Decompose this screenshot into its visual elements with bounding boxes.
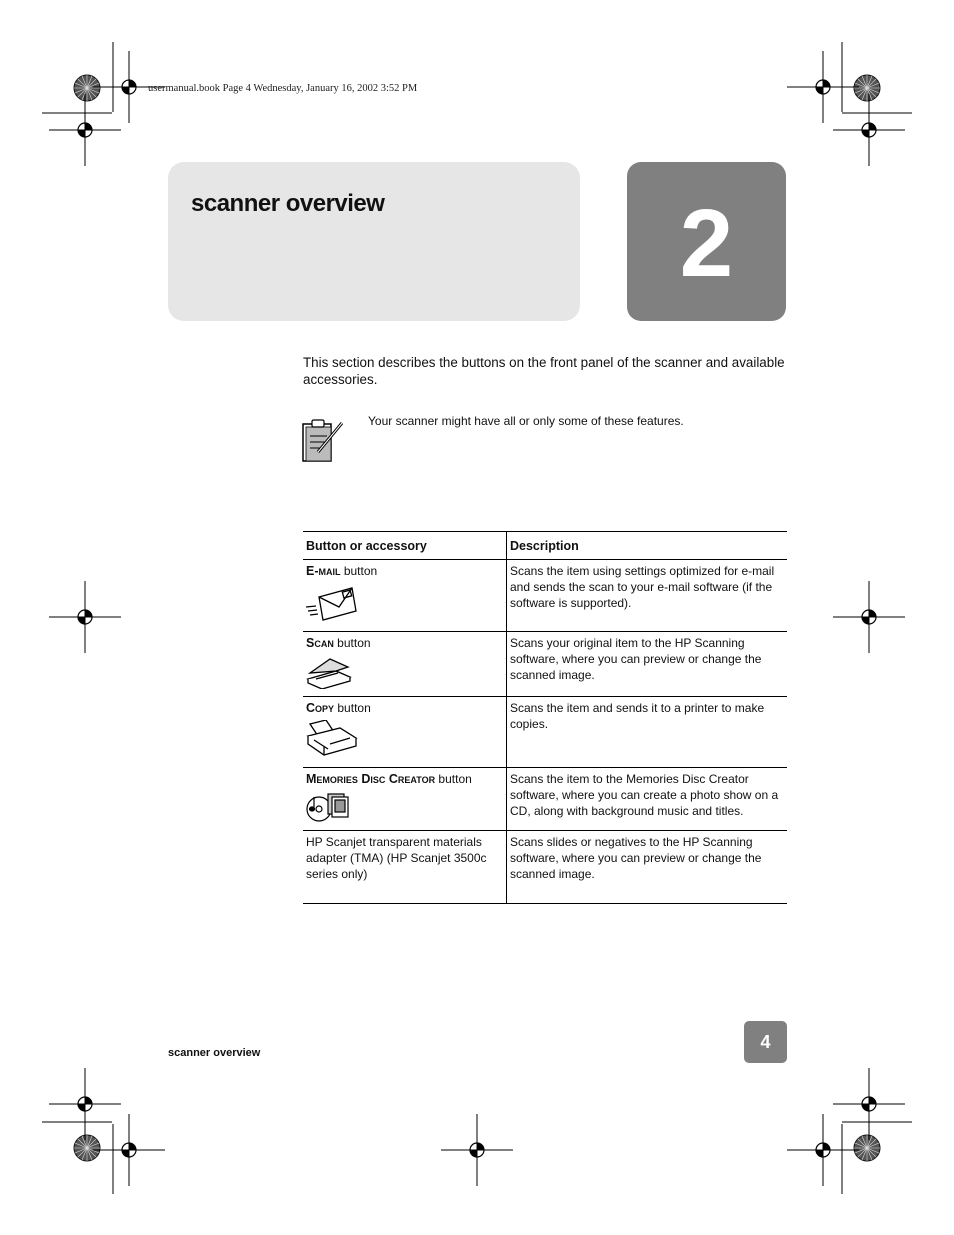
intro-paragraph: This section describes the buttons on the front panel of the scanner and available accessories.	[303, 355, 785, 387]
features-table	[303, 531, 787, 904]
header-description: Description	[507, 532, 788, 560]
table-row	[303, 768, 787, 831]
description-cell: Scans your original item to the HP Scanning software, where you can preview or change the scanned image.	[507, 632, 788, 697]
email-envelope-icon	[306, 583, 358, 623]
table-row	[303, 697, 787, 768]
chapter-title: scanner overview	[191, 190, 385, 217]
accessory-cell: HP Scanjet transparent materials adapter (TMA) (HP Scanjet 3500c series only)	[303, 831, 507, 904]
description-cell: Scans the item and sends it to a printer to make copies.	[507, 697, 788, 768]
table-row	[303, 560, 787, 632]
chapter-number: 2	[679, 189, 734, 297]
note-clipboard-icon	[300, 418, 346, 464]
print-timestamp-line: usermanual.book Page 4 Wednesday, January 16, 2002 3:52 PM	[148, 83, 418, 94]
button-name: Memories Disc Creator	[306, 772, 436, 786]
description-cell: Scans the item to the Memories Disc Creator software, where you can create a photo show on a CD, along with background music and titles.	[507, 768, 788, 831]
accessory-cell: Scan button	[303, 632, 507, 697]
note-text: Your scanner might have all or only some of these features.	[368, 414, 684, 428]
chapter-number-box	[627, 162, 786, 321]
header-button-or-accessory: Button or accessory	[303, 532, 507, 560]
button-name: Scan	[306, 636, 334, 650]
button-name: E-mail	[306, 564, 341, 578]
disc-creator-icon	[306, 791, 350, 823]
accessory-cell: Memories Disc Creator button	[303, 768, 507, 831]
table-header-row	[303, 532, 787, 560]
accessory-cell: E-mail button	[303, 560, 507, 632]
footer-section-title: scanner overview	[168, 1047, 261, 1059]
table-row	[303, 831, 787, 904]
chapter-banner	[168, 162, 580, 321]
accessory-cell: Copy button	[303, 697, 507, 768]
description-cell: Scans the item using settings optimized for e-mail and sends the scan to your e-mail software (if the software is supported).	[507, 560, 788, 632]
description-cell: Scans slides or negatives to the HP Scanning software, where you can preview or change the scanned image.	[507, 831, 788, 904]
button-name: Copy	[306, 701, 335, 715]
page-number: 4	[744, 1021, 787, 1063]
scanner-icon	[306, 655, 352, 689]
table-row	[303, 632, 787, 697]
printer-copy-icon	[306, 720, 358, 758]
